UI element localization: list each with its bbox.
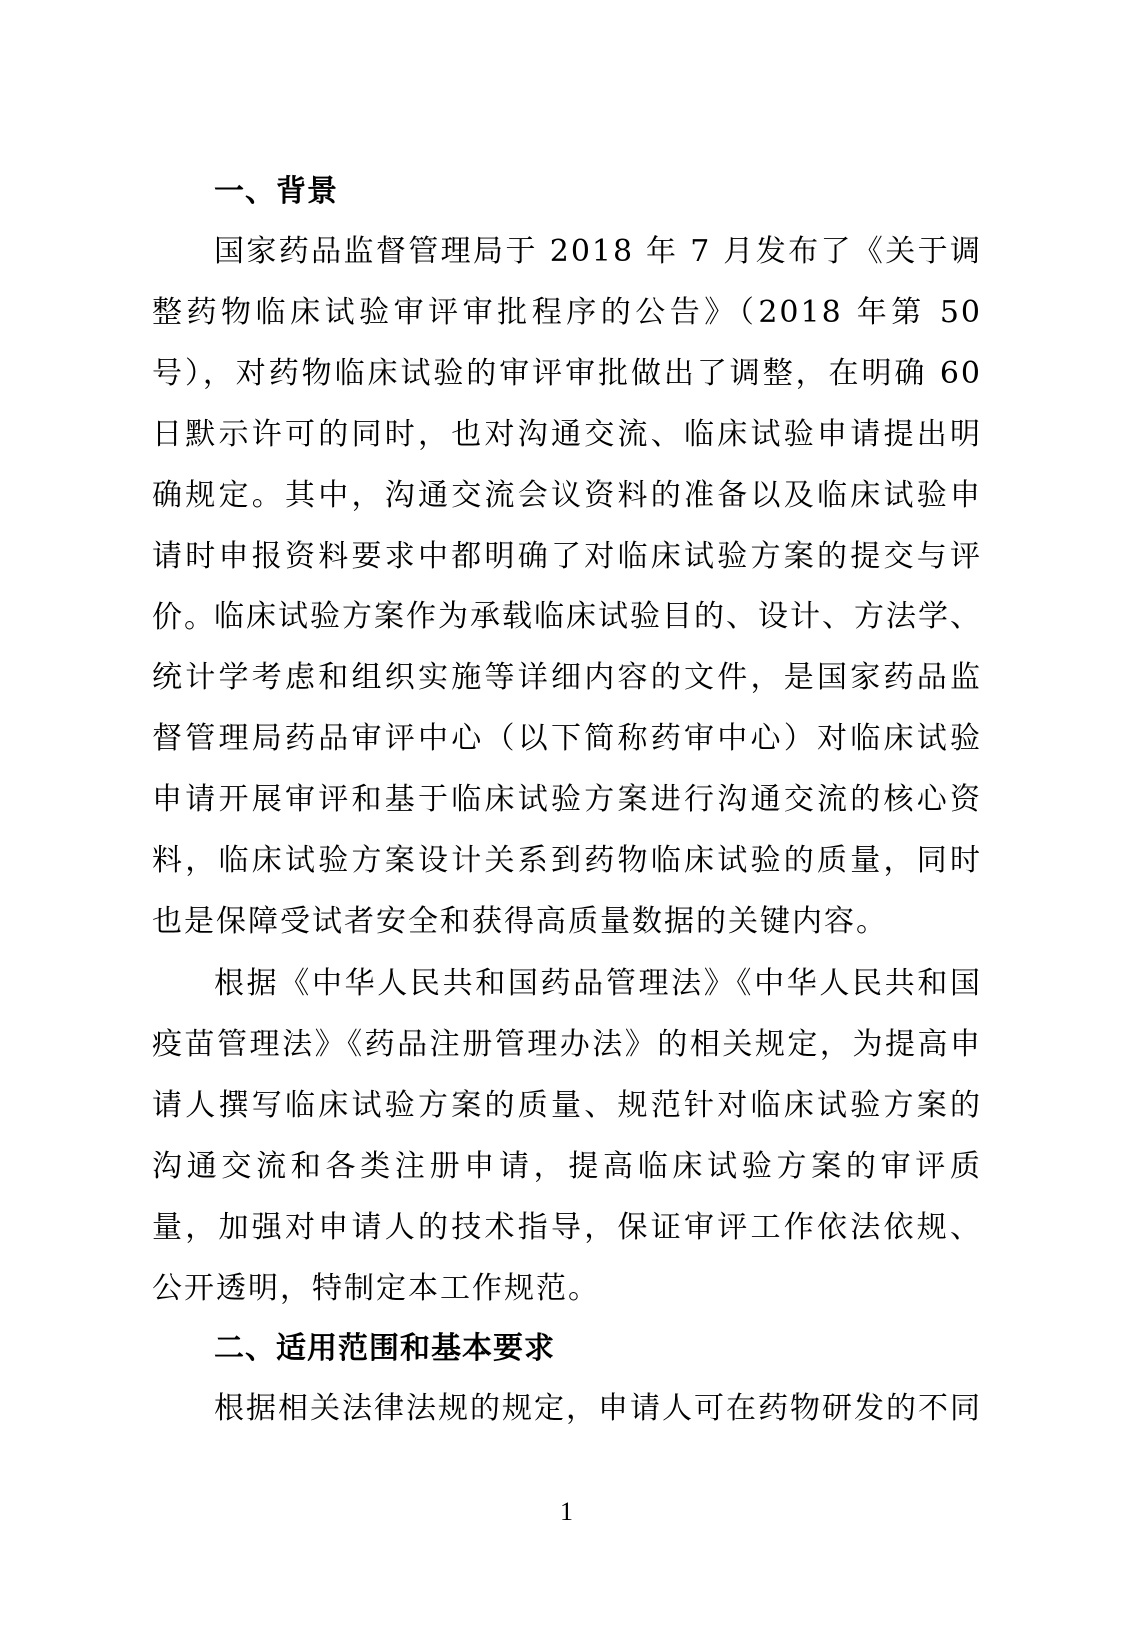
paragraph-scope-start: 根据相关法律法规的规定，申请人可在药物研发的不同 <box>214 1391 982 1426</box>
paragraph-announcement: 国家药品监督管理局于 2018 年 7 月发布了《关于调整药物临床试验审评审批程序的公告》（2018 年第 50 号），对药物临床试验的审评审批做出了调整，在明确 60 日默示许可的同时，也对沟通交流、临床试验申请提出明确规定。其中，沟通交流会议资料的准备以及临床试验申请时申报资料要求中都明确了对临床试验方案的提交与评价。 <box>152 234 982 635</box>
section-heading-scope: 二、适用范围和基本要求 <box>214 1331 555 1366</box>
paragraph-protocol-importance: 临床试验方案作为承载临床试验目的、设计、方法学、统计学考虑和组织实施等详细内容的文件，是国家药品监督管理局药品审评中心（以下简称药审中心）对临床试验申请开展审评和基于临床试验方案进行沟通交流的核心资料，临床试验方案设计关系到药物临床试验的质量，同时也是保障受试者安全和获得高质量数据的关键内容。 <box>152 599 982 939</box>
paragraph-legal-basis: 根据《中华人民共和国药品管理法》《中华人民共和国疫苗管理法》《药品注册管理办法》的相关规定，为提高申请人撰写临床试验方案的质量、规范针对临床试验方案的沟通交流和各类注册申请，提高临床试验方案的审评质量，加强对申请人的技术指导，保证审评工作依法依规、公开透明，特制定本工作规范。 <box>152 966 982 1306</box>
page-number: 1 <box>560 1497 573 1526</box>
section-heading-background: 一、背景 <box>214 174 338 209</box>
